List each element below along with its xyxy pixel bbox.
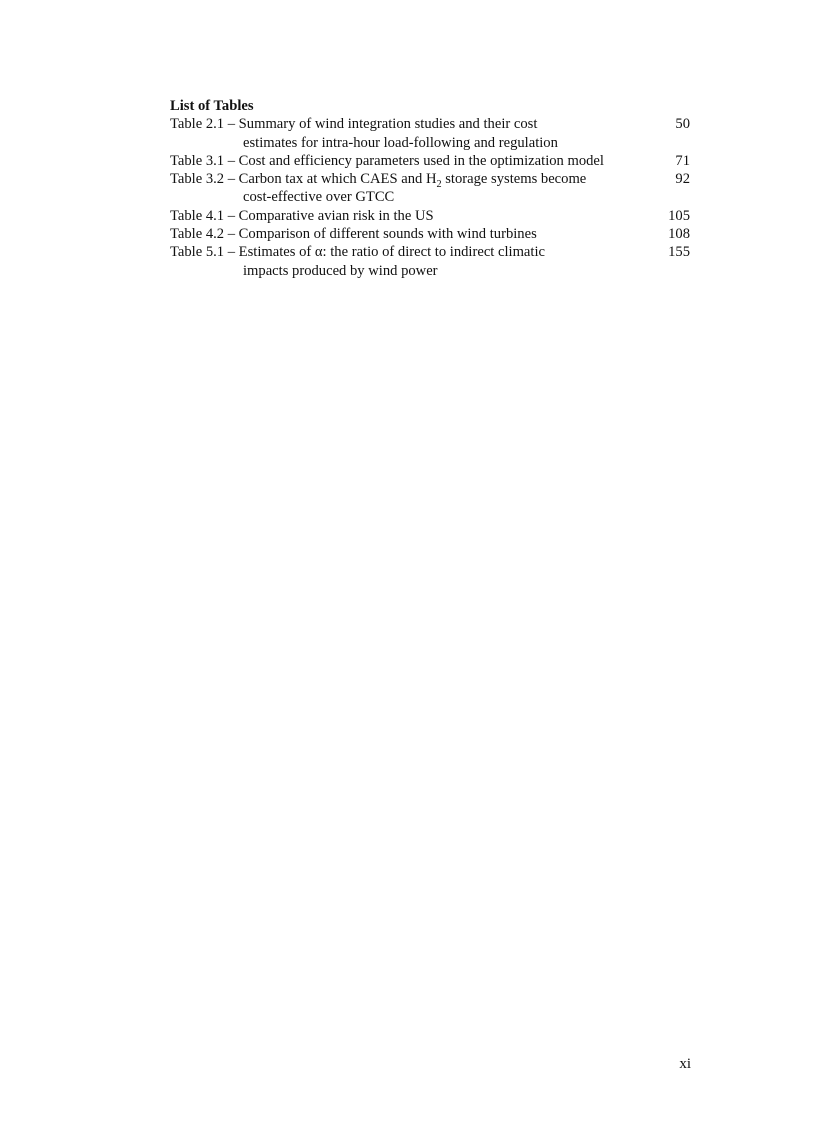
entry-page-number: 50 (675, 116, 690, 133)
toc-entry-table-3-1[interactable] (170, 152, 690, 170)
toc-entry-table-4-2[interactable] (170, 225, 690, 243)
entry-title-part: storage systems become (441, 171, 587, 188)
entry-title-continuation: cost-effective over GTCC (243, 189, 395, 206)
entry-title-line: Table 4.2 – Comparison of different sounds with wind turbines (170, 226, 537, 243)
toc-entry-table-4-1[interactable] (170, 207, 690, 225)
subscript-2: 2 (436, 179, 442, 191)
entry-title-continuation: impacts produced by wind power (243, 262, 438, 279)
entry-page-number: 155 (668, 244, 690, 261)
entry-title-line (170, 170, 650, 191)
entry-title (170, 243, 650, 280)
entry-title (170, 170, 650, 207)
entry-page-number: 105 (668, 207, 690, 224)
toc-entry-table-2-1[interactable] (170, 115, 690, 152)
entry-page-number: 71 (675, 152, 690, 169)
entry-page-number: 92 (675, 171, 690, 188)
entry-title-line: Table 2.1 – Summary of wind integration studies and their cost (170, 116, 538, 133)
entry-title-line: Table 5.1 – Estimates of α: the ratio of direct to indirect climatic (170, 244, 545, 261)
toc-entry-table-3-2[interactable] (170, 170, 690, 207)
entry-title (170, 115, 650, 152)
list-of-tables (170, 97, 690, 280)
entry-title-line: Table 4.1 – Comparative avian risk in the US (170, 207, 434, 224)
entry-title-part: Table 3.2 – Carbon tax at which CAES and H (170, 171, 437, 188)
entry-title (170, 207, 650, 225)
list-of-tables-heading: List of Tables (170, 98, 254, 114)
toc-entry-table-5-1[interactable] (170, 243, 690, 280)
page-number: xi (679, 1056, 691, 1072)
entry-title (170, 152, 650, 170)
entry-page-number: 108 (668, 226, 690, 243)
entry-title-continuation: estimates for intra-hour load-following and regulation (243, 134, 558, 151)
entry-title (170, 225, 650, 243)
entry-title-line: Table 3.1 – Cost and efficiency parameters used in the optimization model (170, 152, 604, 169)
